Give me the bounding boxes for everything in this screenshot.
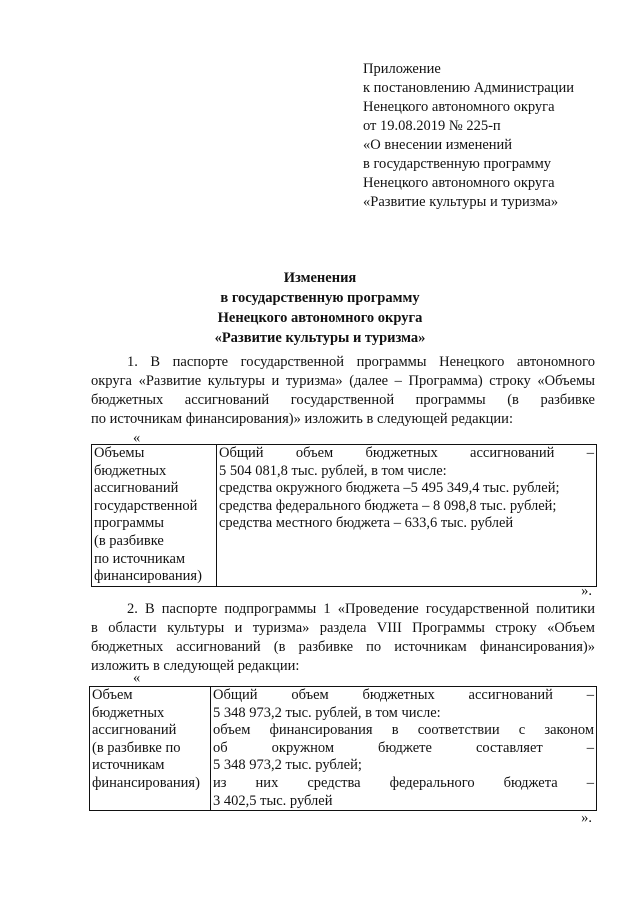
cell-line: (в разбивке xyxy=(94,532,164,549)
item-2-paragraph xyxy=(91,600,595,676)
paragraph-line: округа «Развитие культуры и туризма» (далее – Программа) строку «Объемы xyxy=(91,373,595,389)
appendix-header xyxy=(363,60,574,212)
appendix-line: к постановлению Администрации xyxy=(363,80,574,96)
cell-line: (в разбивке по xyxy=(92,739,181,756)
cell-line: 5 348 973,2 тыс. рублей, в том числе: xyxy=(213,704,441,721)
cell-line: Общий объем бюджетных ассигнований – xyxy=(219,445,594,461)
appendix-line: Приложение xyxy=(363,61,441,77)
cell-line: государственной xyxy=(94,497,198,514)
opening-quote: « xyxy=(133,430,141,446)
paragraph-line: по источникам финансирования)» изложить в следующей редакции: xyxy=(91,411,513,427)
appendix-line: «О внесении изменений xyxy=(363,137,513,153)
cell-line: ассигнований xyxy=(94,480,179,497)
title-line: «Развитие культуры и туризма» xyxy=(214,330,426,346)
table-row xyxy=(92,445,597,587)
table-row xyxy=(90,687,597,811)
cell-line: финансирования) xyxy=(94,568,202,585)
cell-line: об окружном бюджете составляет – xyxy=(213,739,594,756)
appendix-line: Ненецкого автономного округа xyxy=(363,175,555,191)
cell-line: бюджетных xyxy=(92,704,165,721)
title-line: Изменения xyxy=(283,270,357,286)
cell-line: бюджетных xyxy=(94,462,167,479)
title-line: Ненецкого автономного округа xyxy=(217,310,423,326)
cell-line: объем финансирования в соответствии с законом xyxy=(213,722,594,739)
paragraph-line: 2. В паспорте подпрограммы 1 «Проведение государственной политики xyxy=(127,601,595,617)
title-line: в государственную программу xyxy=(220,290,420,306)
closing-quote: ». xyxy=(581,583,592,599)
paragraph-line: бюджетных ассигнований (в разбивке по источникам финансирования)» xyxy=(91,639,595,655)
cell-line: программы xyxy=(94,515,164,532)
table-2 xyxy=(89,686,597,811)
cell-line: 5 348 973,2 тыс. рублей; xyxy=(213,757,362,774)
cell-line: Общий объем бюджетных ассигнований – xyxy=(213,687,594,703)
table-1-value-cell xyxy=(217,445,597,587)
cell-line: источникам xyxy=(92,757,165,774)
cell-line: средства местного бюджета – 633,6 тыс. рублей xyxy=(219,515,514,532)
closing-quote: ». xyxy=(581,810,592,826)
appendix-line: Ненецкого автономного округа xyxy=(363,99,555,115)
cell-line: из них средства федерального бюджета – xyxy=(213,774,594,791)
paragraph-line: бюджетных ассигнований государственной программы (в разбивке xyxy=(91,392,595,408)
document-title xyxy=(0,268,640,348)
paragraph-line: 1. В паспорте государственной программы Ненецкого автономного xyxy=(127,354,595,370)
opening-quote: « xyxy=(133,670,141,686)
appendix-line: «Развитие культуры и туризма» xyxy=(363,194,559,210)
cell-line: финансирования) xyxy=(92,774,200,791)
paragraph-line: в области культуры и туризма» раздела VIII Программы строку «Объем xyxy=(91,620,595,636)
table-1 xyxy=(91,444,597,587)
cell-line: средства федерального бюджета – 8 098,8 тыс. рублей; xyxy=(219,497,557,514)
table-2-value-cell xyxy=(211,687,597,811)
item-1-paragraph xyxy=(91,353,595,429)
appendix-line: от 19.08.2019 № 225-п xyxy=(363,118,501,134)
paragraph-line: изложить в следующей редакции: xyxy=(91,658,300,674)
table-1-label-cell xyxy=(92,445,217,587)
cell-line: ассигнований xyxy=(92,722,177,739)
cell-line: средства окружного бюджета –5 495 349,4 тыс. рублей; xyxy=(219,480,560,497)
table-2-label-cell xyxy=(90,687,211,811)
appendix-line: в государственную программу xyxy=(363,156,552,172)
cell-line: 3 402,5 тыс. рублей xyxy=(213,792,333,809)
cell-line: 5 504 081,8 тыс. рублей, в том числе: xyxy=(219,462,447,479)
cell-line: Объемы xyxy=(94,445,145,461)
cell-line: Объем xyxy=(92,687,133,703)
cell-line: по источникам xyxy=(94,550,186,567)
